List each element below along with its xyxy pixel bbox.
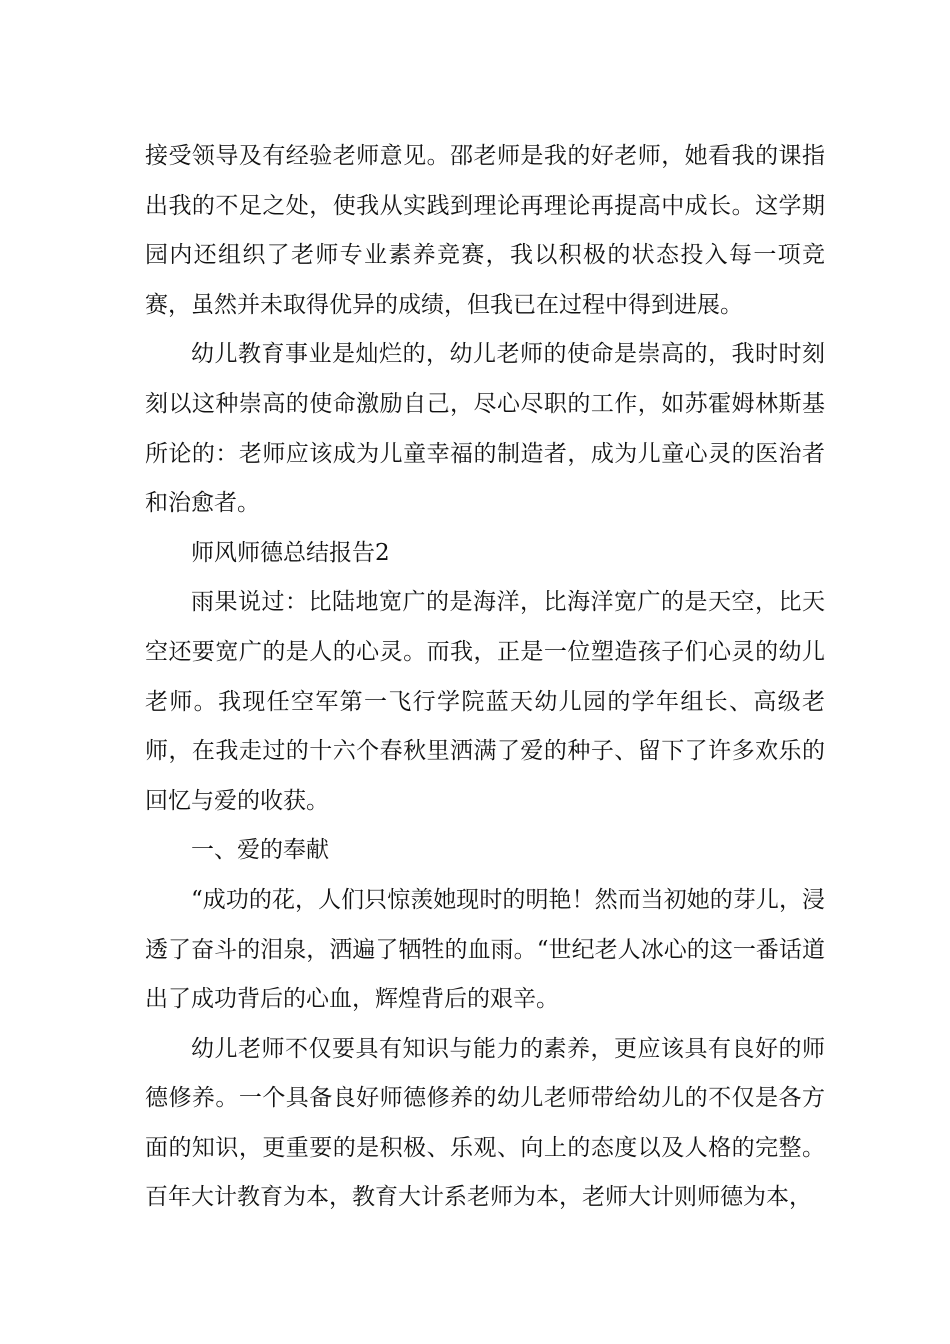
- paragraph: 幼儿老师不仅要具有知识与能力的素养，更应该具有良好的师德修养。一个具备良好师德修养的幼儿老师带给幼儿的不仅是各方面的知识，更重要的是积极、乐观、向上的态度以及人格的完整。百年大计教育为本，教育大计系老师为本，老师大计则师德为本，: [145, 1035, 825, 1211]
- paragraph: 雨果说过：比陆地宽广的是海洋，比海洋宽广的是天空，比天空还要宽广的是人的心灵。而我，正是一位塑造孩子们心灵的幼儿老师。我现任空军第一飞行学院蓝天幼儿园的学年组长、高级老师，在我走过的十六个春秋里洒满了爱的种子、留下了许多欢乐的回忆与爱的收获。: [145, 589, 825, 814]
- subsection-heading: 一、爱的奉献: [191, 837, 329, 864]
- document-body: [145, 132, 825, 1223]
- paragraph: “成功的花，人们只惊羡她现时的明艳！然而当初她的芽儿，浸透了奋斗的泪泉，洒遍了牺牲的血雨。“世纪老人冰心的这一番话道出了成功背后的心血，辉煌背后的艰辛。: [145, 886, 825, 1013]
- paragraph: 幼儿教育事业是灿烂的，幼儿老师的使命是崇高的，我时时刻刻以这种崇高的使命激励自己，尽心尽职的工作，如苏霍姆林斯基所论的：老师应该成为儿童幸福的制造者，成为儿童心灵的医治者和治愈者。: [145, 341, 825, 517]
- section-title: 师风师德总结报告2: [191, 539, 390, 566]
- paragraph: 接受领导及有经验老师意见。邵老师是我的好老师，她看我的课指出我的不足之处，使我从实践到理论再理论再提高中成长。这学期园内还组织了老师专业素养竞赛，我以积极的状态投入每一项竞赛，虽然并未取得优异的成绩，但我已在过程中得到进展。: [145, 143, 825, 318]
